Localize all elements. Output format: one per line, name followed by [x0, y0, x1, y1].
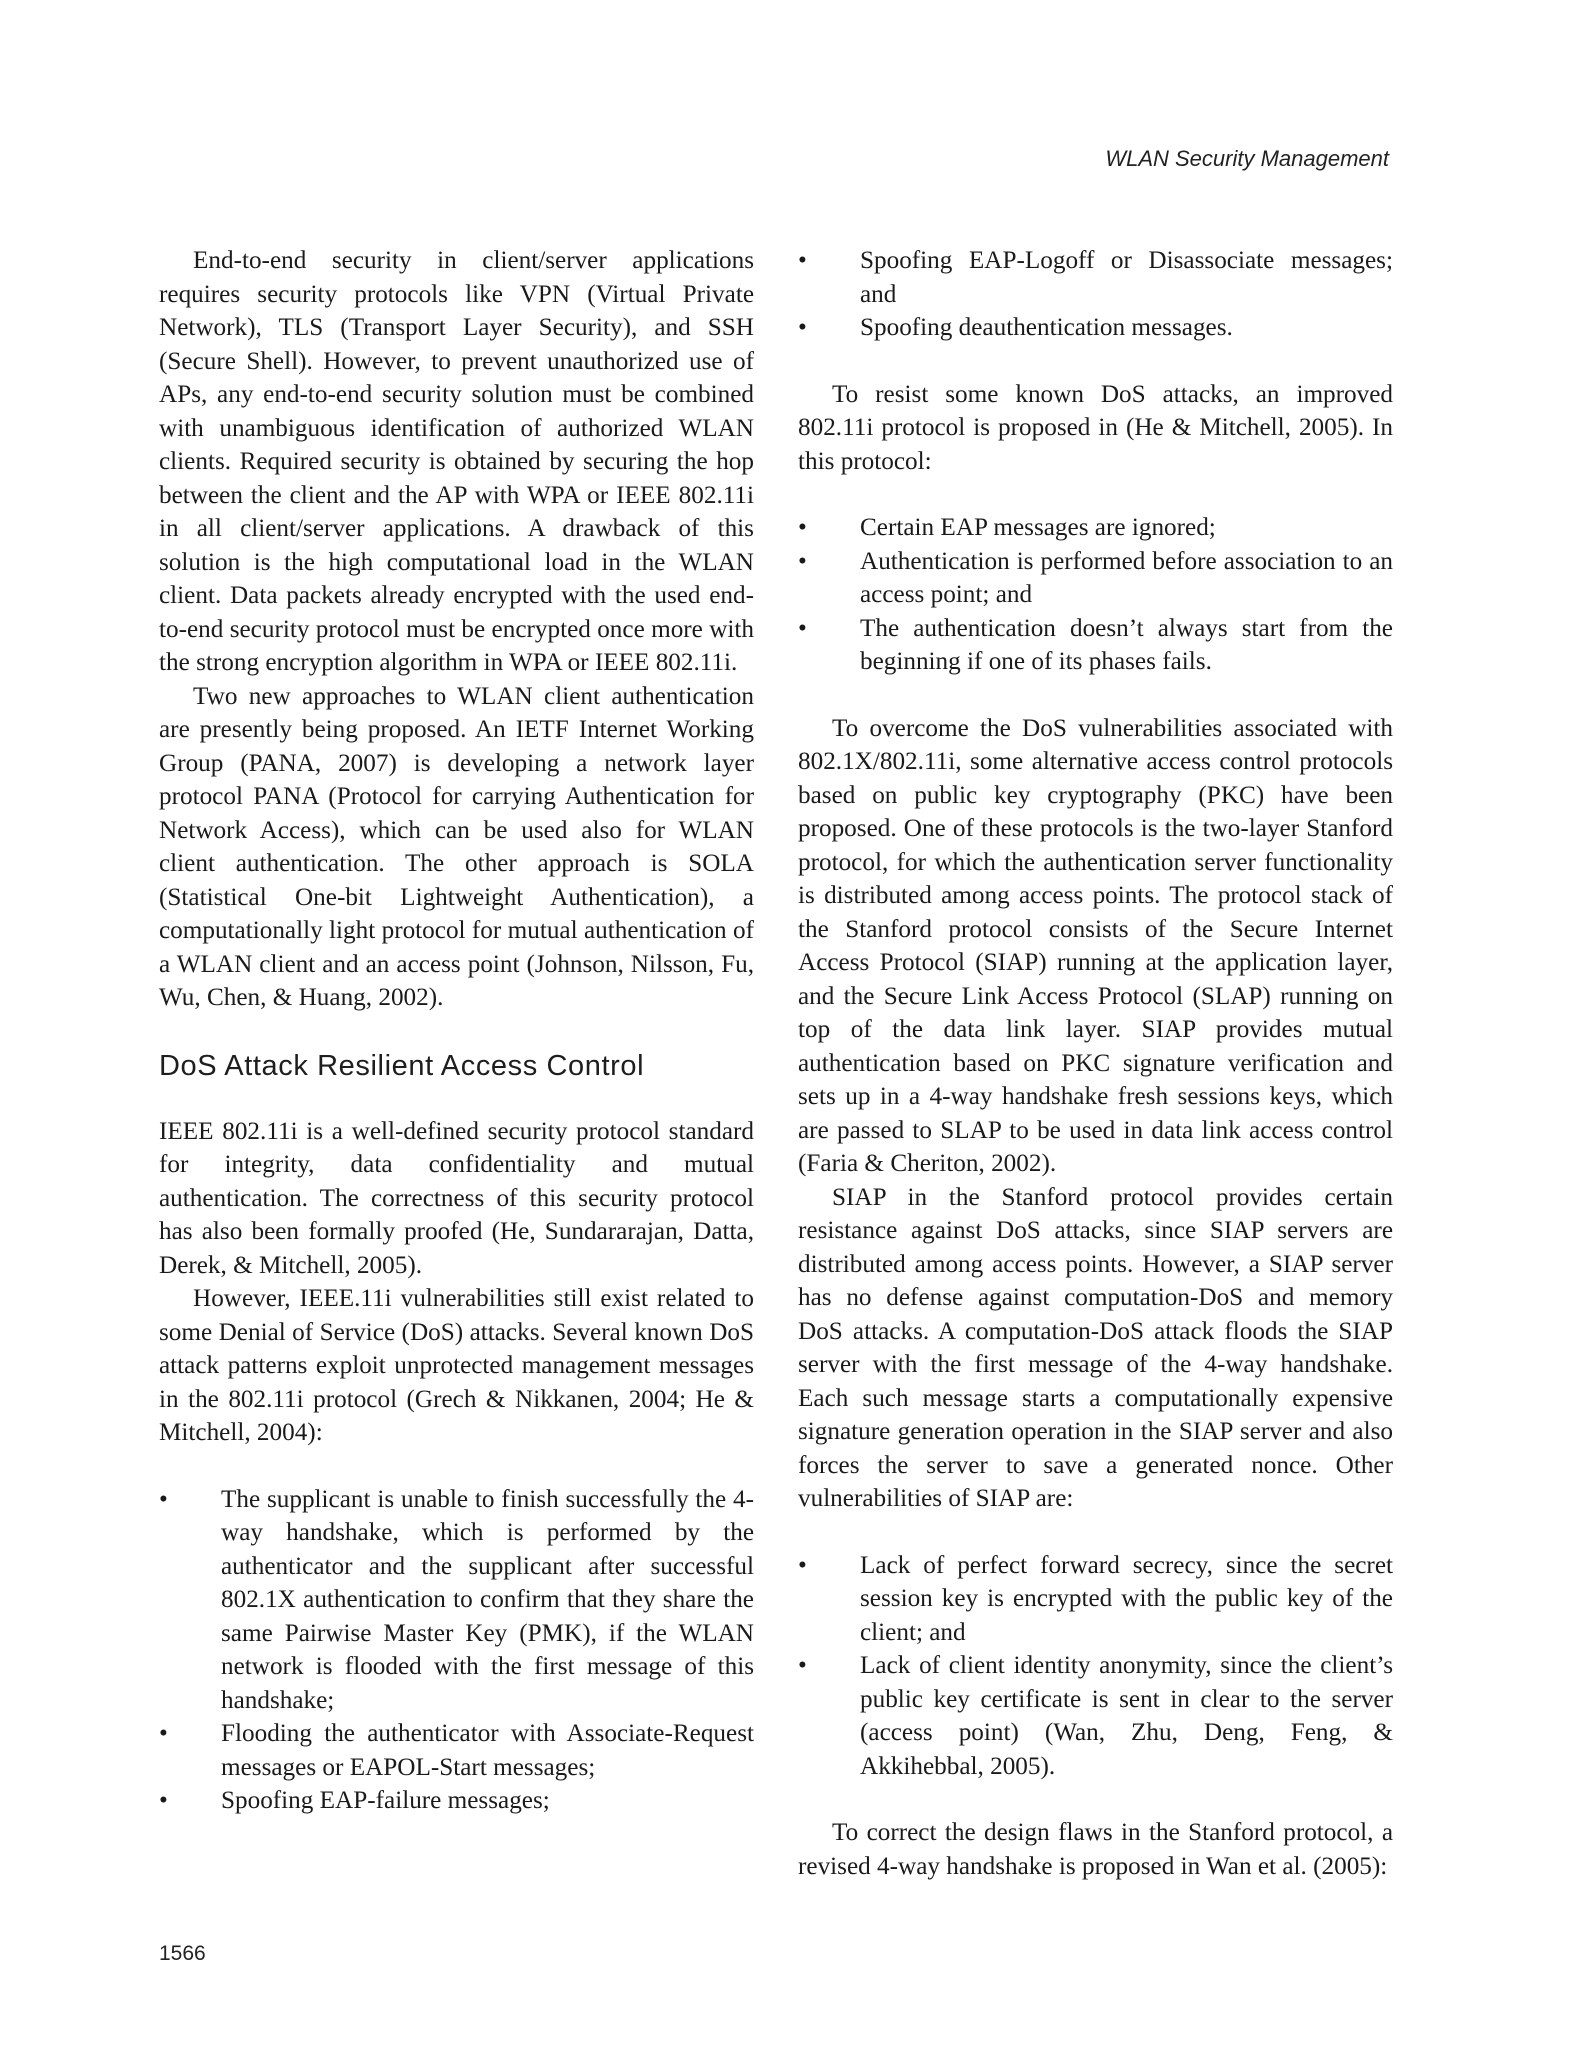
siap-vulnerabilities-list: [798, 1549, 1393, 1784]
list-item-text: Spoofing EAP-Logoff or Disassociate messages; and: [860, 247, 1393, 308]
list-item: [159, 1784, 754, 1818]
paragraph-dos-vulnerabilities: However, IEEE.11i vulnerabilities still exist related to some Denial of Service (DoS) attacks. Several known DoS attack patterns exploit unprotected management messages in the 802.11i protocol (Grech & Nikkanen, 2004; He & Mitchell, 2004):: [159, 1285, 754, 1446]
list-item: [798, 612, 1393, 679]
list-item-text: Lack of client identity anonymity, since the client’s public key certificate is sent in clear to the server (access point) (Wan, Zhu, Deng, Feng, & Akkihebbal, 2005).: [860, 1652, 1393, 1780]
paragraph-stanford-protocol: To overcome the DoS vulnerabilities associated with 802.1X/802.11i, some alternative access control protocols based on public key cryptography (PKC) have been proposed. One of these protocols is the two-layer Stanford protocol, for which the authentication server functionality is distributed among access points. The protocol stack of the Stanford protocol consists of the Secure Internet Access Protocol (SIAP) running at the application layer, and the Secure Link Access Protocol (SLAP) running on top of the data link layer. SIAP provides mutual authentication based on PKC signature verification and sets up in a 4-way handshake fresh sessions keys, which are passed to SLAP to be used in data link access control (Faria & Cheriton, 2002).: [798, 714, 1393, 1177]
paragraph-revised-handshake: To correct the design flaws in the Stanford protocol, a revised 4-way handshake is proposed in Wan et al. (2005):: [798, 1819, 1393, 1880]
list-item-text: The authentication doesn’t always start from the beginning if one of its phases fails.: [860, 614, 1393, 675]
bullet-icon: •: [159, 1720, 168, 1747]
list-item: [798, 1549, 1393, 1650]
right-column: [798, 244, 1393, 1883]
paragraph-siap-resistance: SIAP in the Stanford protocol provides certain resistance against DoS attacks, since SIAP servers are distributed among access points. However, a SIAP server has no defense against computation-DoS and memory DoS attacks. A computation-DoS attack floods the SIAP server with the first message of the 4-way handshake. Each such message starts a computationally expensive signature generation operation in the SIAP server and also forces the server to save a generated nonce. Other vulnerabilities of SIAP are:: [798, 1183, 1393, 1512]
list-item-text: The supplicant is unable to finish successfully the 4-way handshake, which is performed by the authenticator and the supplicant after successful 802.1X authentication to confirm that they share the same Pairwise Master Key (PMK), if the WLAN network is flooded with the first message of this handshake;: [221, 1485, 754, 1714]
bullet-icon: •: [798, 1652, 807, 1679]
bullet-icon: •: [798, 314, 807, 341]
dos-attack-list: [159, 1483, 754, 1818]
paragraph-end-to-end-security: End-to-end security in client/server applications requires security protocols like VPN (Virtual Private Network), TLS (Transport Layer Security), and SSH (Secure Shell). However, to prevent unauthorized use of APs, any end-to-end security solution must be combined with unambiguous identification of authorized WLAN clients. Required security is obtained by securing the hop between the client and the AP with WPA or IEEE 802.11i in all client/server applications. A drawback of this solution is the high computational load in the WLAN client. Data packets already encrypted with the used end-to-end security protocol must be encrypted once more with the strong encryption algorithm in WPA or IEEE 802.11i.: [159, 247, 754, 676]
bullet-icon: •: [798, 247, 807, 274]
list-item-text: Spoofing deauthentication messages.: [860, 314, 1233, 341]
dos-attack-list-continued: [798, 244, 1393, 345]
list-item: [798, 311, 1393, 345]
improved-protocol-list: [798, 511, 1393, 679]
bullet-icon: •: [159, 1485, 168, 1513]
list-item: [159, 1717, 754, 1784]
section-heading: DoS Attack Resilient Access Control: [159, 1049, 645, 1082]
list-item: [798, 244, 1393, 311]
bullet-icon: •: [798, 547, 807, 575]
list-item: [798, 545, 1393, 612]
paragraph-improved-80211i: To resist some known DoS attacks, an improved 802.11i protocol is proposed in (He & Mitchell, 2005). In this protocol:: [798, 380, 1393, 475]
bullet-icon: •: [798, 1551, 807, 1579]
list-item-text: Authentication is performed before association to an access point; and: [860, 547, 1393, 608]
list-item-text: Certain EAP messages are ignored;: [860, 514, 1216, 541]
list-item: [159, 1483, 754, 1718]
bullet-icon: •: [798, 514, 807, 541]
list-item: [798, 1649, 1393, 1783]
list-item-text: Spoofing EAP-failure messages;: [221, 1787, 550, 1814]
bullet-icon: •: [159, 1787, 168, 1814]
bullet-icon: •: [798, 614, 807, 642]
running-header: WLAN Security Management: [1105, 146, 1389, 171]
list-item: [798, 511, 1393, 545]
list-item-text: Flooding the authenticator with Associate-Request messages or EAPOL-Start messages;: [221, 1720, 754, 1781]
list-item-text: Lack of perfect forward secrecy, since the secret session key is encrypted with the public key of the client; and: [860, 1551, 1393, 1646]
page-number: 1566: [159, 1942, 206, 1965]
left-column: [159, 244, 754, 1818]
paragraph-ieee-80211i: IEEE 802.11i is a well-defined security protocol standard for integrity, data confidentiality and mutual authentication. The correctness of this security protocol has also been formally proofed (He, Sundararajan, Datta, Derek, & Mitchell, 2005).: [159, 1117, 754, 1279]
paragraph-client-authentication-approaches: Two new approaches to WLAN client authentication are presently being proposed. An IETF Internet Working Group (PANA, 2007) is developing a network layer protocol PANA (Protocol for carrying Authentication for Network Access), which can be used also for WLAN client authentication. The other approach is SOLA (Statistical One-bit Lightweight Authentication), a computationally light protocol for mutual authentication of a WLAN client and an access point (Johnson, Nilsson, Fu, Wu, Chen, & Huang, 2002).: [159, 682, 754, 1011]
